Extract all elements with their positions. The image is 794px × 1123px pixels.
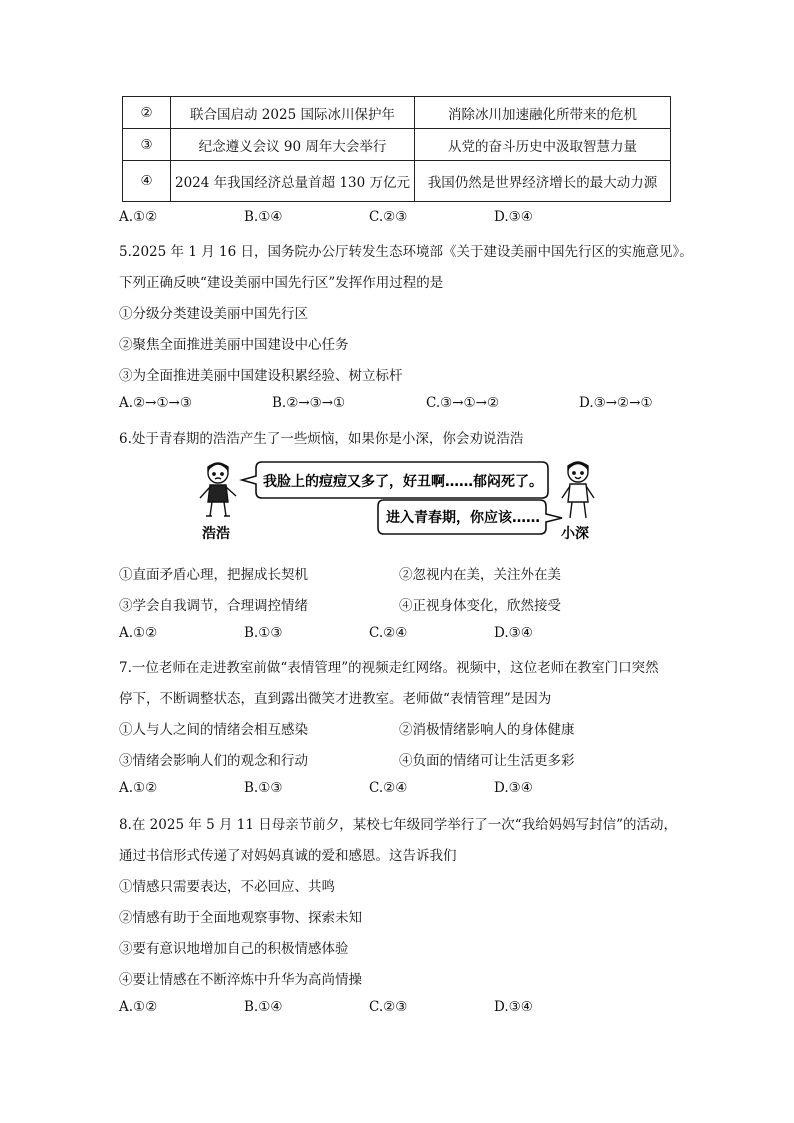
q8-item-4: ④要让情感在不断淬炼中升华为高尚情操 bbox=[119, 972, 362, 988]
speech-bubble-right bbox=[378, 500, 562, 534]
q8-option-b: B.①④ bbox=[244, 999, 283, 1015]
q5-item-2: ②聚焦全面推进美丽中国建设中心任务 bbox=[119, 337, 349, 353]
q8-stem-line1: 8.在 2025 年 5 月 11 日母亲节前夕，某校七年级同学举行了一次“我给妈妈写封信”的活动， bbox=[119, 817, 678, 833]
q5-stem-line2: 下列正确反映“建设美丽中国先行区”发挥作用过程的是 bbox=[119, 275, 444, 291]
q4-option-b: B.①④ bbox=[244, 209, 283, 225]
q5-stem-line1: 5.2025 年 1 月 16 日，国务院办公厅转发生态环境部《关于建设美丽中国先行区的实施意见》。 bbox=[119, 244, 693, 260]
q8-item-3: ③要有意识地增加自己的积极情感体验 bbox=[119, 941, 349, 957]
table-cell-event: 纪念遵义会议 90 周年大会举行 bbox=[171, 129, 415, 161]
q8-item-2: ②情感有助于全面地观察事物、探索未知 bbox=[119, 910, 362, 926]
q6-option-d: D.③④ bbox=[494, 625, 533, 641]
q6-option-a: A.①② bbox=[119, 625, 158, 641]
q5-item-3: ③为全面推进美丽中国建设积累经验、树立标杆 bbox=[119, 368, 403, 384]
q6-item-1: ①直面矛盾心理，把握成长契机 bbox=[119, 567, 308, 583]
table-cell-num: ④ bbox=[123, 161, 171, 202]
table-cell-meaning: 我国仍然是世界经济增长的最大动力源 bbox=[415, 161, 671, 202]
q4-option-d: D.③④ bbox=[494, 209, 533, 225]
table-cell-num: ② bbox=[123, 97, 171, 129]
q8-option-d: D.③④ bbox=[494, 999, 533, 1015]
table-cell-event: 2024 年我国经济总量首超 130 万亿元 bbox=[171, 161, 415, 202]
q6-item-3: ③学会自我调节，合理调控情绪 bbox=[119, 598, 308, 614]
table-cell-meaning: 消除冰川加速融化所带来的危机 bbox=[415, 97, 671, 129]
q6-item-2: ②忽视内在美，关注外在美 bbox=[399, 567, 561, 583]
speech-left-text: 我脸上的痘痘又多了，好丑啊……郁闷死了。 bbox=[263, 474, 543, 490]
q8-option-c: C.②③ bbox=[369, 999, 408, 1015]
table-row bbox=[123, 129, 671, 161]
q7-stem-line2: 停下，不断调整状态，直到露出微笑才进教室。老师做“表情管理”是因为 bbox=[119, 691, 552, 707]
speech-right-text: 进入青春期，你应该…… bbox=[386, 510, 540, 526]
q7-stem-line1: 7.一位老师在走进教室前做“表情管理”的视频走红网络。视频中，这位老师在教室门口突然 bbox=[119, 660, 659, 676]
boy-haohao-illustration bbox=[200, 463, 236, 516]
q7-option-a: A.①② bbox=[119, 780, 158, 796]
q6-item-4: ④正视身体变化，欣然接受 bbox=[399, 598, 561, 614]
q7-item-4: ④负面的情绪可让生活更多彩 bbox=[399, 753, 575, 769]
name-right: 小深 bbox=[561, 526, 589, 542]
q7-option-d: D.③④ bbox=[494, 780, 533, 796]
name-left: 浩浩 bbox=[202, 526, 230, 542]
q7-item-3: ③情绪会影响人们的观念和行动 bbox=[119, 753, 308, 769]
table-cell-meaning: 从党的奋斗历史中汲取智慧力量 bbox=[415, 129, 671, 161]
q6-cartoon bbox=[190, 458, 604, 548]
q5-item-1: ①分级分类建设美丽中国先行区 bbox=[119, 306, 308, 322]
q5-option-d: D.③→②→① bbox=[579, 395, 653, 411]
q4-table bbox=[122, 96, 671, 202]
q7-item-2: ②消极情绪影响人的身体健康 bbox=[399, 722, 575, 738]
table-row bbox=[123, 161, 671, 202]
q6-stem: 6.处于青春期的浩浩产生了一些烦恼，如果你是小深，你会劝说浩浩 bbox=[119, 431, 524, 447]
q8-item-1: ①情感只需要表达，不必回应、共鸣 bbox=[119, 879, 335, 895]
q7-item-1: ①人与人之间的情绪会相互感染 bbox=[119, 722, 308, 738]
q4-option-a: A.①② bbox=[119, 209, 158, 225]
table-cell-num: ③ bbox=[123, 129, 171, 161]
q7-option-b: B.①③ bbox=[244, 780, 283, 796]
q5-option-b: B.②→③→① bbox=[272, 395, 346, 411]
q6-option-c: C.②④ bbox=[369, 625, 408, 641]
boy-xiaoshen-illustration bbox=[562, 462, 594, 518]
speech-bubble-left bbox=[242, 462, 548, 498]
table-row bbox=[123, 97, 671, 129]
q5-option-c: C.③→①→② bbox=[426, 395, 500, 411]
q4-option-c: C.②③ bbox=[369, 209, 408, 225]
q7-option-c: C.②④ bbox=[369, 780, 408, 796]
q6-option-b: B.①③ bbox=[244, 625, 283, 641]
q8-stem-line2: 通过书信形式传递了对妈妈真诚的爱和感恩。这告诉我们 bbox=[119, 848, 457, 864]
q8-option-a: A.①② bbox=[119, 999, 158, 1015]
table-cell-event: 联合国启动 2025 国际冰川保护年 bbox=[171, 97, 415, 129]
q5-option-a: A.②→①→③ bbox=[119, 395, 192, 411]
